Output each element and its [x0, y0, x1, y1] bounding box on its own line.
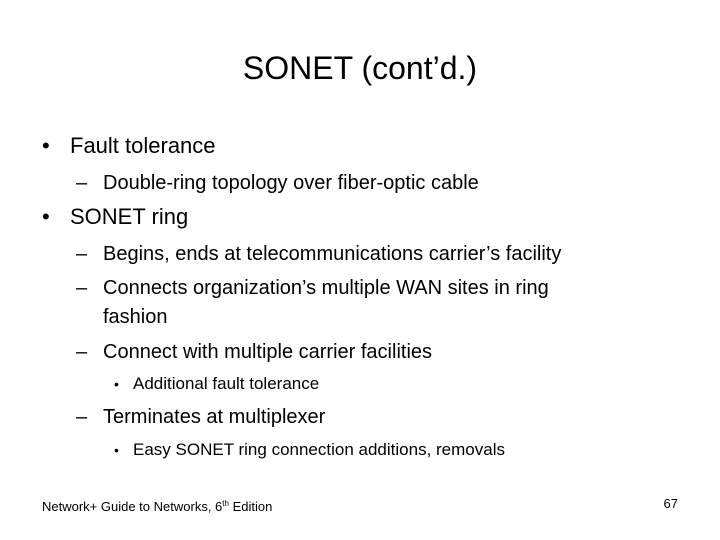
dash-marker: – — [76, 277, 88, 299]
dash-marker: – — [76, 172, 88, 194]
sub-bullet-connects-wan — [76, 275, 549, 301]
bullet-marker: • — [114, 376, 119, 392]
sub-sub-bullet-text: Additional fault tolerance — [133, 374, 320, 393]
sub-bullet-text: Connects organization’s multiple WAN sites in ring — [103, 277, 549, 299]
dash-marker: – — [76, 243, 88, 265]
sub-sub-bullet-fault-tolerance — [114, 373, 320, 395]
dash-marker: – — [76, 341, 88, 363]
sub-bullet-terminates — [76, 404, 326, 430]
sub-sub-bullet-text: Easy SONET ring connection additions, removals — [133, 440, 505, 459]
slide-title: SONET (cont’d.) — [242, 50, 478, 86]
bullet-marker: • — [114, 442, 119, 458]
bullet-sonet-ring — [42, 203, 189, 231]
footer-superscript: th — [222, 499, 229, 508]
bullet-marker: • — [42, 133, 50, 158]
bullet-text: Fault tolerance — [70, 133, 216, 158]
bullet-fault-tolerance — [42, 132, 216, 160]
sub-bullet-connect-carrier — [76, 339, 433, 365]
footer-book-title — [42, 495, 272, 516]
page-number: 67 — [663, 496, 678, 511]
sub-sub-bullet-easy-sonet — [114, 439, 505, 461]
sub-bullet-text: Connect with multiple carrier facilities — [103, 341, 433, 363]
sub-bullet-continuation — [103, 304, 168, 330]
bullet-text: SONET ring — [70, 204, 189, 229]
sub-bullet-begins-ends — [76, 241, 562, 267]
sub-bullet-text: Terminates at multiplexer — [103, 406, 326, 428]
footer-book-suffix: Edition — [228, 499, 273, 514]
sub-bullet-text: fashion — [103, 306, 168, 328]
sub-bullet-text: Begins, ends at telecommunications carrier’s facility — [103, 243, 562, 265]
sub-bullet-double-ring — [76, 170, 479, 196]
dash-marker: – — [76, 406, 88, 428]
footer-book-prefix: Network+ Guide to Networks, 6 — [42, 499, 223, 514]
sub-bullet-text: Double-ring topology over fiber-optic cable — [103, 172, 479, 194]
bullet-marker: • — [42, 204, 50, 229]
